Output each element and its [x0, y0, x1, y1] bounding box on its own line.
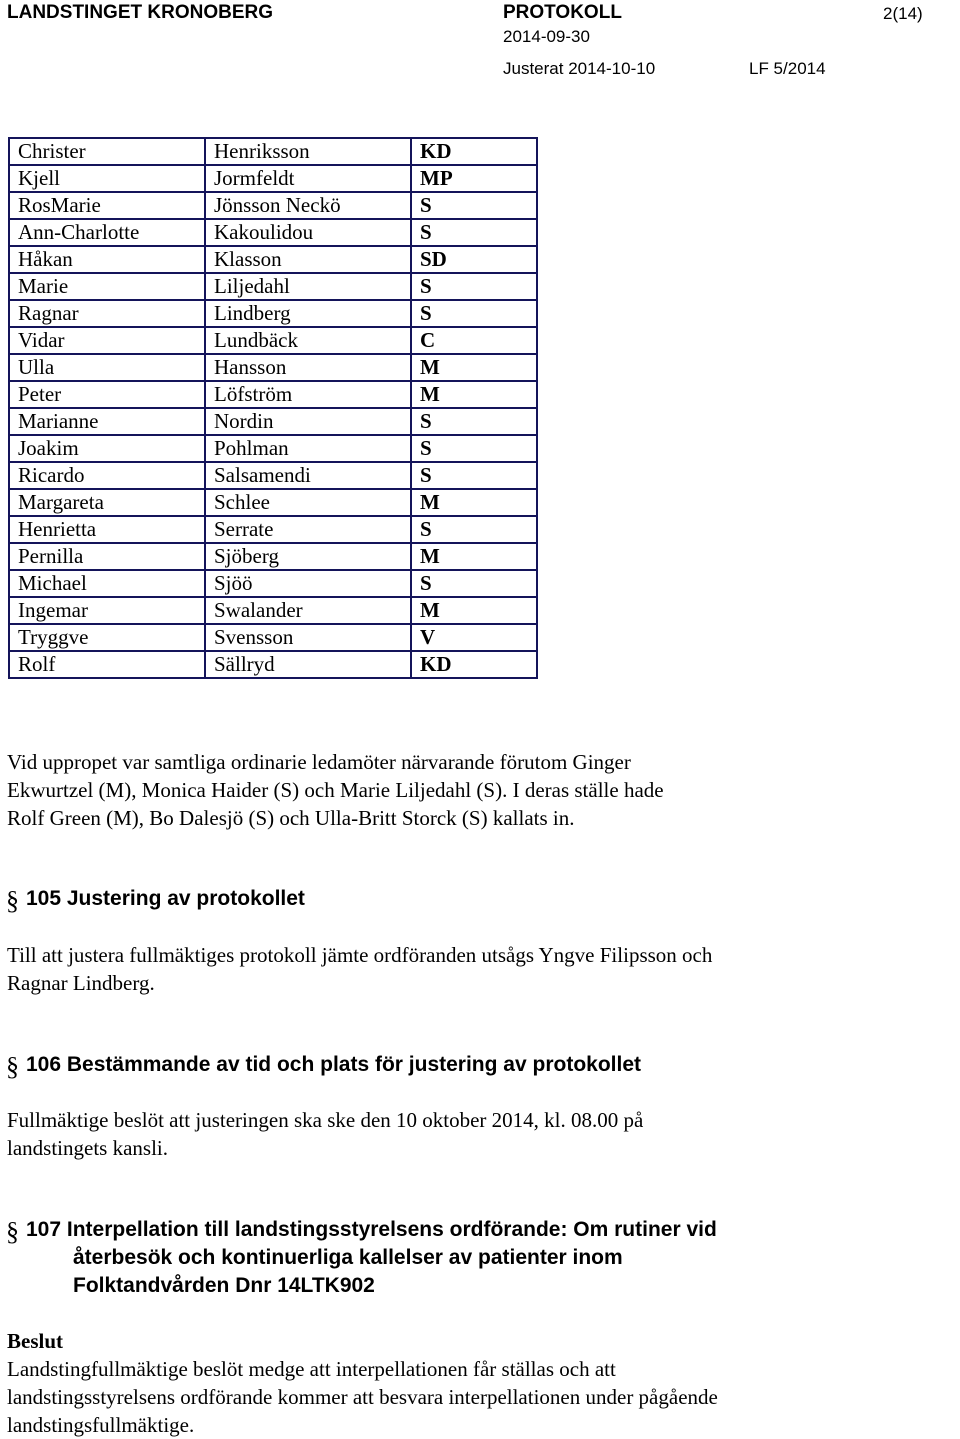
- member-party: SD: [411, 246, 537, 273]
- member-first-name: Ricardo: [9, 462, 205, 489]
- section-107-heading-line-1: 107 Interpellation till landstingsstyrelsens ordförande: Om rutiner vid: [26, 1218, 717, 1241]
- member-first-name: Marie: [9, 273, 205, 300]
- member-last-name: Jönsson Neckö: [205, 192, 411, 219]
- member-party: S: [411, 273, 537, 300]
- justerat-date: Justerat 2014-10-10: [503, 59, 656, 78]
- section-105-body-line: Till att justera fullmäktiges protokoll jämte ordföranden utsågs Yngve Filipsson och: [7, 943, 713, 967]
- member-row: [9, 624, 537, 651]
- member-party: MP: [411, 165, 537, 192]
- member-first-name: Margareta: [9, 489, 205, 516]
- member-last-name: Salsamendi: [205, 462, 411, 489]
- member-last-name: Jormfeldt: [205, 165, 411, 192]
- section-106-body-line: Fullmäktige beslöt att justeringen ska ske den 10 oktober 2014, kl. 08.00 på: [7, 1108, 644, 1132]
- member-row: [9, 273, 537, 300]
- document-reference: LF 5/2014: [749, 59, 826, 78]
- member-row: [9, 246, 537, 273]
- member-row: [9, 651, 537, 678]
- section-107-body: [7, 1355, 718, 1439]
- member-party: S: [411, 192, 537, 219]
- attendance-paragraph: [7, 748, 664, 832]
- member-party: M: [411, 381, 537, 408]
- member-first-name: Marianne: [9, 408, 205, 435]
- page-number: 2(14): [883, 4, 923, 23]
- section-106-body: [7, 1106, 643, 1162]
- member-last-name: Serrate: [205, 516, 411, 543]
- attendance-line: Vid uppropet var samtliga ordinarie ledamöter närvarande förutom Ginger: [7, 750, 631, 774]
- member-last-name: Nordin: [205, 408, 411, 435]
- member-row: [9, 381, 537, 408]
- member-row: [9, 570, 537, 597]
- member-party: M: [411, 597, 537, 624]
- member-last-name: Schlee: [205, 489, 411, 516]
- member-party: S: [411, 300, 537, 327]
- member-first-name: Michael: [9, 570, 205, 597]
- member-first-name: Henrietta: [9, 516, 205, 543]
- member-last-name: Sjöö: [205, 570, 411, 597]
- member-row: [9, 327, 537, 354]
- member-last-name: Lundbäck: [205, 327, 411, 354]
- member-party: C: [411, 327, 537, 354]
- member-last-name: Sällryd: [205, 651, 411, 678]
- member-last-name: Liljedahl: [205, 273, 411, 300]
- organization-name: LANDSTINGET KRONOBERG: [7, 2, 273, 23]
- member-first-name: Christer: [9, 138, 205, 165]
- member-row: [9, 408, 537, 435]
- member-row: [9, 138, 537, 165]
- member-row: [9, 543, 537, 570]
- section-107-body-line: landstingsstyrelsens ordförande kommer att besvara interpellationen under pågående: [7, 1385, 718, 1409]
- member-first-name: Håkan: [9, 246, 205, 273]
- member-row: [9, 462, 537, 489]
- member-party: S: [411, 570, 537, 597]
- member-last-name: Hansson: [205, 354, 411, 381]
- member-party: V: [411, 624, 537, 651]
- section-107-mark: §: [6, 1217, 19, 1246]
- member-first-name: RosMarie: [9, 192, 205, 219]
- member-party: S: [411, 408, 537, 435]
- member-row: [9, 354, 537, 381]
- member-row: [9, 300, 537, 327]
- member-first-name: Pernilla: [9, 543, 205, 570]
- member-first-name: Peter: [9, 381, 205, 408]
- member-first-name: Tryggve: [9, 624, 205, 651]
- section-107-subheading: Beslut: [7, 1329, 64, 1353]
- section-106-body-line: landstingets kansli.: [7, 1136, 168, 1160]
- member-row: [9, 435, 537, 462]
- members-table: [8, 137, 538, 679]
- member-row: [9, 165, 537, 192]
- member-party: KD: [411, 138, 537, 165]
- member-party: S: [411, 435, 537, 462]
- attendance-line: Ekwurtzel (M), Monica Haider (S) och Marie Liljedahl (S). I deras ställe hade: [7, 778, 664, 802]
- member-row: [9, 597, 537, 624]
- section-105-heading: 105 Justering av protokollet: [26, 887, 305, 910]
- member-first-name: Ann-Charlotte: [9, 219, 205, 246]
- member-last-name: Henriksson: [205, 138, 411, 165]
- member-last-name: Löfström: [205, 381, 411, 408]
- section-107-heading-line-2: återbesök och kontinuerliga kallelser av patienter inom: [73, 1246, 623, 1269]
- member-last-name: Lindberg: [205, 300, 411, 327]
- section-107-body-line: Landstingfullmäktige beslöt medge att interpellationen får ställas och att: [7, 1357, 616, 1381]
- member-first-name: Rolf: [9, 651, 205, 678]
- section-105-body: [7, 941, 712, 997]
- member-first-name: Ingemar: [9, 597, 205, 624]
- member-party: S: [411, 516, 537, 543]
- member-first-name: Vidar: [9, 327, 205, 354]
- section-106-mark: §: [6, 1052, 19, 1081]
- section-107-heading-line-3: Folktandvården Dnr 14LTK902: [73, 1274, 375, 1297]
- section-107-body-line: landstingsfullmäktige.: [7, 1413, 195, 1437]
- member-party: M: [411, 489, 537, 516]
- document-type: PROTOKOLL: [503, 2, 622, 23]
- member-first-name: Ulla: [9, 354, 205, 381]
- member-last-name: Pohlman: [205, 435, 411, 462]
- member-row: [9, 489, 537, 516]
- member-first-name: Joakim: [9, 435, 205, 462]
- member-first-name: Kjell: [9, 165, 205, 192]
- attendance-line: Rolf Green (M), Bo Dalesjö (S) och Ulla-Britt Storck (S) kallats in.: [7, 806, 575, 830]
- member-last-name: Sjöberg: [205, 543, 411, 570]
- member-party: M: [411, 354, 537, 381]
- member-last-name: Swalander: [205, 597, 411, 624]
- section-106-heading: 106 Bestämmande av tid och plats för justering av protokollet: [26, 1053, 641, 1076]
- section-105-mark: §: [6, 886, 19, 915]
- section-105-body-line: Ragnar Lindberg.: [7, 971, 155, 995]
- member-party: S: [411, 219, 537, 246]
- member-last-name: Svensson: [205, 624, 411, 651]
- member-party: S: [411, 462, 537, 489]
- member-row: [9, 192, 537, 219]
- member-row: [9, 219, 537, 246]
- member-first-name: Ragnar: [9, 300, 205, 327]
- document-date: 2014-09-30: [503, 27, 590, 46]
- member-last-name: Kakoulidou: [205, 219, 411, 246]
- member-last-name: Klasson: [205, 246, 411, 273]
- member-row: [9, 516, 537, 543]
- member-party: M: [411, 543, 537, 570]
- member-party: KD: [411, 651, 537, 678]
